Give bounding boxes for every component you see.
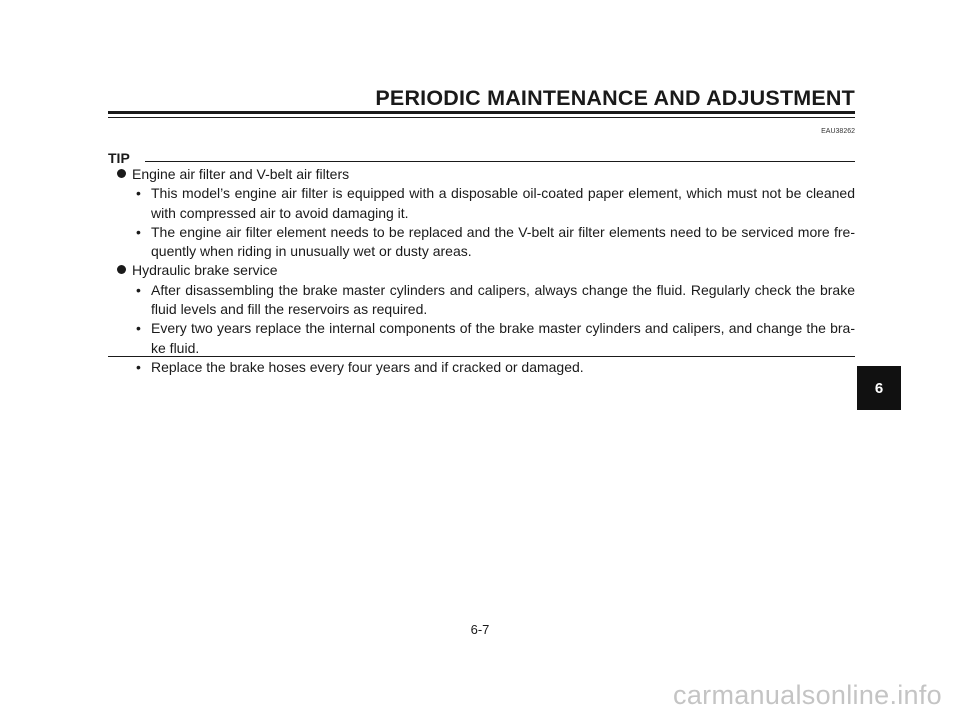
chapter-tab: 6 (857, 366, 901, 410)
tip-group-title: Hydraulic brake service (132, 262, 278, 279)
tip-item-text: The engine air filter element needs to be replaced and the V-belt air filter elements need to be serviced more fre-quently when riding in unusually wet or dusty areas. (151, 223, 855, 260)
filled-circle-bullet-icon (117, 169, 126, 178)
filled-circle-bullet-icon (117, 265, 126, 274)
tip-item-text: Every two years replace the internal components of the brake master cylinders and calipers, and change the bra-ke fluid. (151, 320, 855, 356)
tip-item-text: This model’s engine air filter is equipped with a disposable oil-coated paper element, which must not be cleaned with compressed air to avoid damaging it. (151, 185, 855, 221)
bullet-icon: • (136, 320, 141, 337)
header-rule-thin (108, 117, 855, 118)
bullet-icon: • (136, 223, 141, 240)
tip-item-list (132, 184, 855, 261)
page-number: 6-7 (470, 622, 490, 637)
tip-item-text: After disassembling the brake master cylinders and calipers, always change the fluid. Regularly check the brake fluid levels and fill the reservoirs as required. (151, 281, 855, 318)
watermark: carmanualsonline.info (673, 680, 942, 710)
tip-label: TIP (108, 150, 130, 166)
document-code: EAU38262 (821, 128, 855, 135)
tip-group (108, 261, 855, 377)
tip-item-text: Replace the brake hoses every four years and if cracked or damaged. (151, 358, 584, 375)
tip-bottom-rule (108, 356, 855, 357)
tip-item (132, 223, 855, 262)
tip-top-rule (145, 161, 855, 162)
tip-item (132, 184, 855, 223)
tip-item-list (132, 281, 855, 377)
tip-item (132, 358, 855, 377)
bullet-icon: • (136, 358, 141, 375)
page-header-title: PERIODIC MAINTENANCE AND ADJUSTMENT (375, 86, 855, 110)
tip-group-title: Engine air filter and V-belt air filters (132, 166, 350, 182)
bullet-icon: • (136, 185, 141, 202)
tip-item (132, 319, 855, 358)
tip-group (108, 165, 855, 261)
tip-body (108, 165, 855, 377)
header-rule-thick (108, 111, 855, 114)
bullet-icon: • (136, 281, 141, 298)
tip-item (132, 281, 855, 320)
